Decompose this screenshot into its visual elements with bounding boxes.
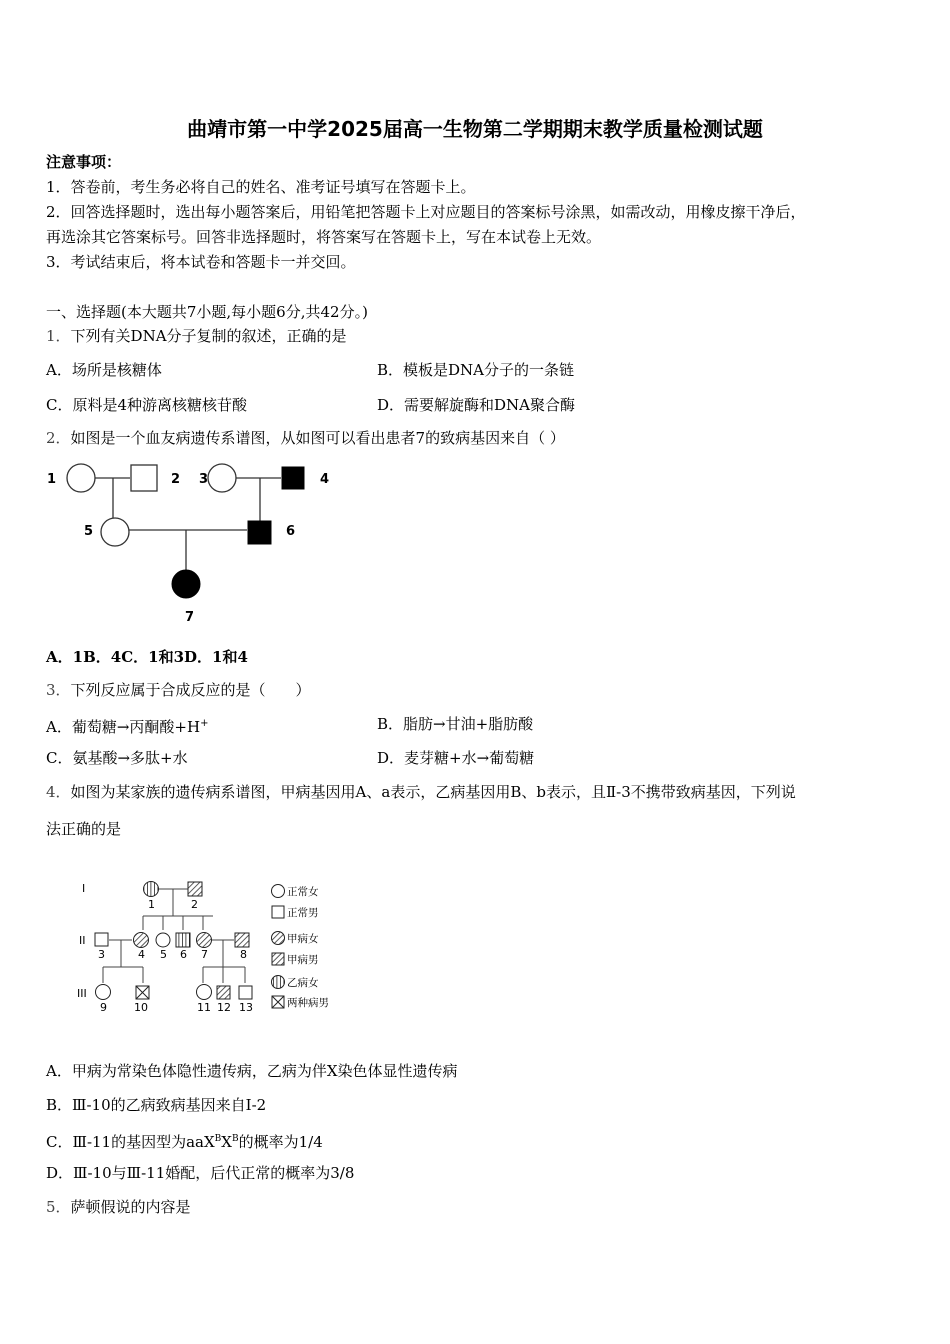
legend-jia-female-symbol <box>272 932 285 945</box>
id-label: 7 <box>201 948 208 961</box>
id-label: 2 <box>191 898 198 911</box>
question-text: 萨顿假说的内容是 <box>70 1198 191 1216</box>
option-text: X <box>221 1133 232 1151</box>
notice-item: 3．考试结束后，将本试卷和答题卡一并交回。 <box>46 253 356 271</box>
q1-option-b: B．模板是DNA分子的一条链 <box>377 361 575 379</box>
label-4: 4 <box>320 472 330 487</box>
superscript: B <box>231 1134 239 1144</box>
question-number: 5． <box>46 1198 71 1216</box>
II-5-normal-female <box>156 933 170 947</box>
question-4-stem <box>46 782 796 802</box>
id-label: 10 <box>134 1001 148 1014</box>
q3-option-d: D．麦芽糖+水→葡萄糖 <box>377 749 535 767</box>
II-7-jia-female <box>197 933 212 948</box>
II-3-normal-male <box>95 933 108 946</box>
notice-heading: 注意事项： <box>46 153 122 171</box>
II-6-yi-male <box>176 933 190 947</box>
gen-label-II: II <box>79 934 86 947</box>
II-4-jia-female <box>134 933 149 948</box>
id-label: 5 <box>160 948 167 961</box>
option-text: 的概率为1/4 <box>238 1133 323 1151</box>
id-label: 13 <box>239 1001 253 1014</box>
legend-both-male: 两种病男 <box>287 997 329 1009</box>
label-6: 6 <box>286 524 296 539</box>
question-2-stem <box>46 428 565 448</box>
q3-option-a <box>46 714 208 737</box>
id-label: 11 <box>197 1001 211 1014</box>
III-13-normal-male <box>239 986 252 999</box>
individual-1-female <box>67 464 95 492</box>
question-text: 如图为某家族的遗传病系谱图，甲病基因用A、a表示，乙病基因用B、b表示，且Ⅱ-3不携带致病基因，下列说 <box>70 783 796 801</box>
option-text: A．葡萄糖→丙酮酸+H <box>46 718 201 736</box>
individual-3-female <box>208 464 236 492</box>
label-3: 3 <box>199 472 209 487</box>
q4-option-c <box>46 1129 323 1152</box>
individual-5-female <box>101 518 129 546</box>
q4-option-a: A．甲病为常染色体隐性遗传病，乙病为伴X染色体显性遗传病 <box>46 1062 458 1080</box>
III-11-normal-female <box>197 985 212 1000</box>
question-number: 4． <box>46 783 71 801</box>
gen-label-III: III <box>77 987 87 1000</box>
legend-yi-female-symbol <box>272 976 285 989</box>
question-text: 下列反应属于合成反应的是（ ） <box>70 681 311 699</box>
label-1: 1 <box>47 472 57 487</box>
question-text: 下列有关DNA分子复制的叙述，正确的是 <box>70 327 347 345</box>
q1-option-a: A．场所是核糖体 <box>46 361 162 379</box>
q3-option-b: B．脂肪→甘油+脂肪酸 <box>377 715 534 733</box>
II-8-jia-male <box>235 933 249 947</box>
page-title: 曲靖市第一中学2025届高一生物第二学期期末教学质量检测试题 <box>187 117 763 141</box>
legend-yi-female: 乙病女 <box>287 977 319 989</box>
question-4-stem-cont: 法正确的是 <box>46 820 122 838</box>
legend-jia-female: 甲病女 <box>287 933 319 945</box>
gen-label-I: I <box>82 882 86 895</box>
label-5: 5 <box>84 524 94 539</box>
q4-option-d: D．Ⅲ-10与Ⅲ-11婚配，后代正常的概率为3/8 <box>46 1164 355 1182</box>
notice-item: 2．回答选择题时，选出每小题答案后，用铅笔把答题卡上对应题目的答案标号涂黑，如需改动，用橡皮擦干净后， <box>46 203 806 221</box>
individual-7-affected <box>172 570 200 598</box>
III-9-normal-female <box>96 985 111 1000</box>
legend-jia-male-symbol <box>272 953 284 965</box>
I-2-jia-male <box>188 882 202 896</box>
superscript: B <box>214 1134 222 1144</box>
id-label: 1 <box>148 898 155 911</box>
option-text: C．Ⅲ-11的基因型为aaX <box>46 1133 215 1151</box>
individual-4-affected-male <box>282 467 304 489</box>
q1-option-c: C．原料是4种游离核糖核苷酸 <box>46 396 248 414</box>
question-5-stem <box>46 1197 191 1217</box>
section-heading: 一、选择题(本大题共7小题,每小题6分,共42分。) <box>46 303 368 321</box>
question-number: 2． <box>46 429 71 447</box>
id-label: 8 <box>240 948 247 961</box>
label-7: 7 <box>185 610 195 625</box>
superscript: + <box>200 718 209 729</box>
legend-normal-male-symbol <box>272 906 284 918</box>
question-text: 如图是一个血友病遗传系谱图，从如图可以看出患者7的致病基因来自（ ） <box>70 429 565 447</box>
III-12-jia-male <box>217 986 230 999</box>
question-1-stem <box>46 326 347 346</box>
notice-item: 1．答卷前，考生务必将自己的姓名、准考证号填写在答题卡上。 <box>46 178 476 196</box>
legend-normal-male: 正常男 <box>287 907 319 919</box>
question-3-stem <box>46 680 311 700</box>
legend-normal-female-symbol <box>272 885 285 898</box>
q2-options: A．1B．4C．1和3D．1和4 <box>46 648 248 666</box>
I-1-yi-female <box>144 882 159 897</box>
id-label: 3 <box>98 948 105 961</box>
hemophilia-pedigree <box>40 455 340 630</box>
q4-option-b: B．Ⅲ-10的乙病致病基因来自I-2 <box>46 1096 267 1114</box>
individual-2-male <box>131 465 157 491</box>
id-label: 9 <box>100 1001 107 1014</box>
notice-item: 再选涂其它答案标号。回答非选择题时，将答案写在答题卡上，写在本试卷上无效。 <box>46 228 602 246</box>
id-label: 12 <box>217 1001 231 1014</box>
question-number: 3． <box>46 681 71 699</box>
family-pedigree <box>70 870 360 1020</box>
question-number: 1． <box>46 327 71 345</box>
id-label: 4 <box>138 948 145 961</box>
id-label: 6 <box>180 948 187 961</box>
legend-normal-female: 正常女 <box>287 886 319 898</box>
q1-option-d: D．需要解旋酶和DNA聚合酶 <box>377 396 576 414</box>
label-2: 2 <box>171 472 181 487</box>
individual-6-affected-male <box>248 521 271 544</box>
legend-jia-male: 甲病男 <box>287 954 319 966</box>
q3-option-c: C．氨基酸→多肽+水 <box>46 749 188 767</box>
